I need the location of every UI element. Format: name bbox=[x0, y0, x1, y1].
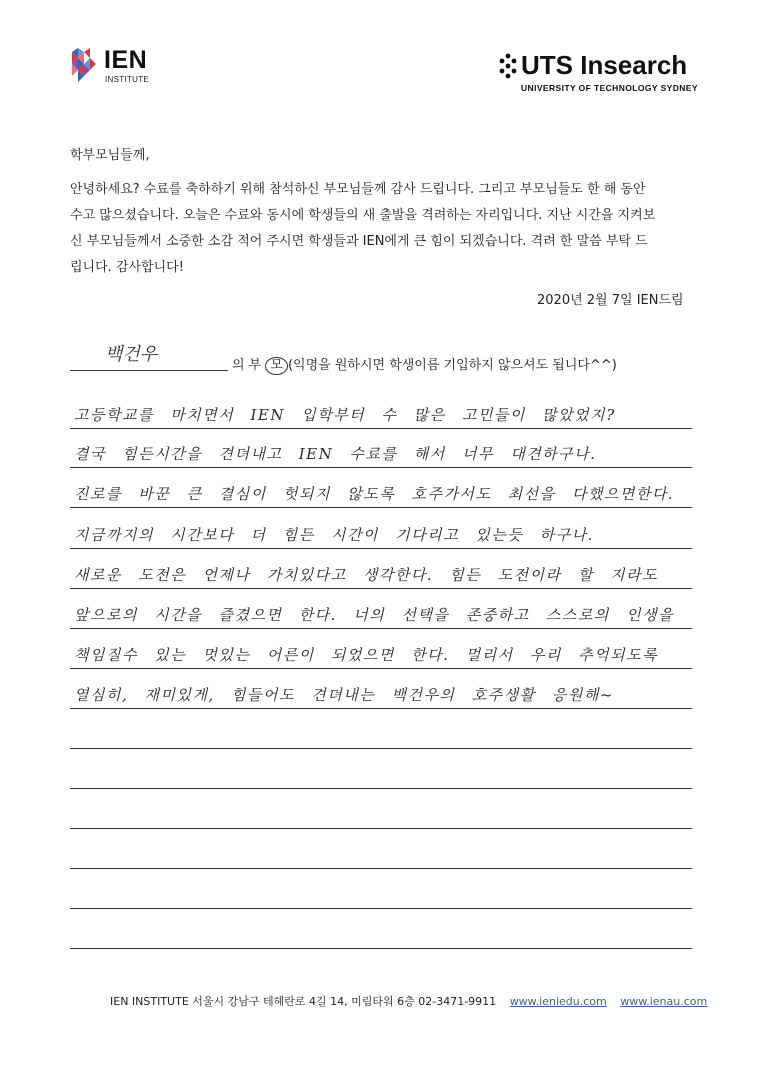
uts-logo bbox=[497, 50, 697, 94]
handwritten-line: 고등학교를 마치면서 IEN 입학부터 수 많은 고민들이 많았었지? bbox=[74, 406, 616, 424]
footer-link-ienau[interactable]: www.ienau.com bbox=[620, 995, 708, 1008]
ruled-line bbox=[70, 467, 692, 468]
ien-triangles-icon bbox=[70, 44, 100, 84]
handwritten-line: 결국 힘든시간을 견뎌내고 IEN 수료를 해서 너무 대견하구나. bbox=[74, 445, 597, 463]
uts-logo-sub: UNIVERSITY OF TECHNOLOGY SYDNEY bbox=[521, 83, 698, 93]
handwritten-line: 앞으로의 시간을 즐겼으면 한다. 너의 선택을 존중하고 스스로의 인생을 bbox=[74, 606, 675, 624]
letter-date-signature: 2020년 2월 7일 IEN드림 bbox=[537, 293, 684, 308]
paragraph-line: 립니다. 감사합니다! bbox=[70, 260, 184, 275]
relation-text bbox=[232, 354, 617, 375]
ruled-line bbox=[70, 908, 692, 909]
handwritten-line: 열심히, 재미있게, 힘들어도 견뎌내는 백건우의 호주생활 응원해~ bbox=[74, 686, 614, 704]
relation-prefix: 의 부 bbox=[232, 358, 262, 373]
ruled-line bbox=[70, 548, 692, 549]
relation-circled-mother: 모 bbox=[265, 357, 288, 375]
handwritten-line: 지금까지의 시간보다 더 힘든 시간이 기다리고 있는듯 하구나. bbox=[74, 526, 594, 544]
student-name-handwritten: 백건우 bbox=[105, 344, 158, 365]
ruled-line bbox=[70, 588, 692, 589]
uts-mark-icon bbox=[497, 53, 519, 79]
ruled-line bbox=[70, 628, 692, 629]
ien-logo-word: IEN bbox=[104, 46, 148, 74]
footer-address: IEN INSTITUTE 서울시 강남구 테헤란로 4길 14, 미림타워 6층 02-3471-9911 bbox=[110, 995, 497, 1008]
paragraph-line: 안녕하세요? 수료를 축하하기 위해 참석하신 부모님들께 감사 드립니다. 그리고 부모님들도 한 해 동안 bbox=[70, 182, 646, 197]
relation-note: (익명을 원하시면 학생이름 기입하지 않으셔도 됩니다^^) bbox=[287, 358, 617, 373]
ruled-line bbox=[70, 708, 692, 709]
footer-link-ieniedu[interactable]: www.ieniedu.com bbox=[509, 995, 607, 1008]
letter-paragraph bbox=[70, 177, 700, 281]
ruled-line bbox=[70, 868, 692, 869]
paragraph-line: 수고 많으셨습니다. 오늘은 수료와 동시에 학생들의 새 출발을 격려하는 자리입니다. 지난 시간을 지켜보 bbox=[70, 208, 656, 223]
ruled-line bbox=[70, 668, 692, 669]
student-name-line bbox=[70, 370, 228, 371]
ruled-line bbox=[70, 948, 692, 949]
handwritten-line: 책임질수 있는 멋있는 어른이 되었으면 한다. 멀리서 우리 추억되도록 bbox=[74, 646, 659, 664]
letter-greeting: 학부모님들께, bbox=[70, 148, 150, 163]
footer bbox=[110, 993, 707, 1009]
ruled-line bbox=[70, 788, 692, 789]
ruled-line bbox=[70, 828, 692, 829]
ruled-line bbox=[70, 428, 692, 429]
ien-logo-sub: INSTITUTE bbox=[105, 75, 150, 84]
paragraph-line: 신 부모님들께서 소중한 소감 적어 주시면 학생들과 IEN에게 큰 힘이 되겠습니다. 격려 한 말씀 부탁 드 bbox=[70, 234, 648, 249]
ruled-line bbox=[70, 507, 692, 508]
ruled-line bbox=[70, 748, 692, 749]
handwritten-line: 새로운 도전은 언제나 가치있다고 생각한다. 힘든 도전이라 할 지라도 bbox=[74, 566, 659, 584]
uts-logo-word: UTS Insearch bbox=[521, 50, 688, 80]
ien-logo bbox=[70, 44, 160, 86]
handwritten-line: 진로를 바꾼 큰 결심이 헛되지 않도록 호주가서도 최선을 다했으면한다. bbox=[74, 485, 675, 503]
